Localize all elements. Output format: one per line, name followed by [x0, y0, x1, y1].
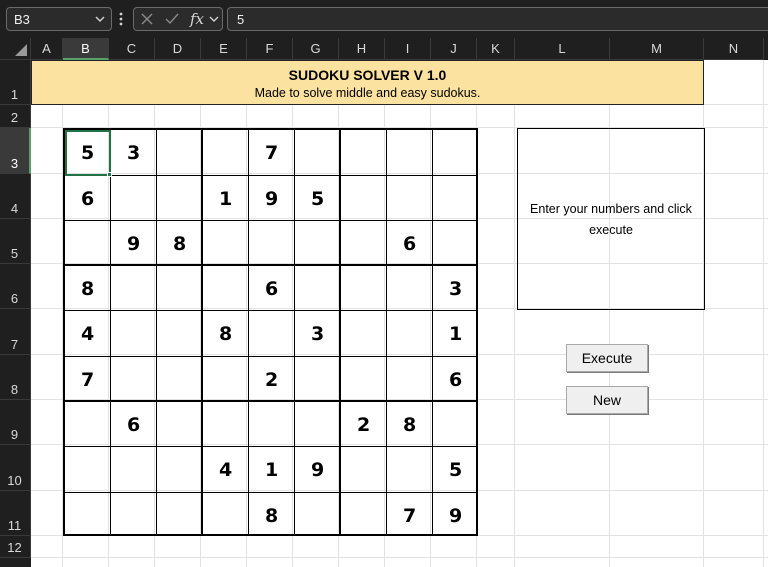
- sudoku-cell[interactable]: [249, 311, 295, 357]
- row-header-label: 12: [7, 540, 22, 555]
- sudoku-cell[interactable]: [111, 311, 157, 357]
- insert-function-icon[interactable]: fx: [190, 10, 205, 28]
- sudoku-cell[interactable]: [203, 130, 249, 176]
- sudoku-cell[interactable]: [341, 493, 387, 535]
- sudoku-cell[interactable]: [249, 402, 295, 447]
- sudoku-cell[interactable]: [341, 130, 387, 176]
- sudoku-cell[interactable]: [249, 130, 295, 176]
- sudoku-cell[interactable]: [433, 493, 476, 535]
- sudoku-cell[interactable]: [249, 493, 295, 535]
- sudoku-cell-value: 5: [81, 142, 95, 164]
- row-header-12[interactable]: [0, 536, 31, 558]
- cell-grid[interactable]: [31, 60, 768, 567]
- row-header-9[interactable]: [0, 400, 31, 445]
- sudoku-cell[interactable]: [387, 447, 433, 493]
- row-header-10[interactable]: [0, 445, 31, 491]
- sudoku-cell-value: 7: [403, 505, 417, 527]
- sudoku-cell[interactable]: [111, 266, 157, 311]
- sudoku-cell[interactable]: [203, 402, 249, 447]
- sudoku-cell[interactable]: [433, 311, 476, 357]
- sudoku-cell[interactable]: [157, 357, 203, 402]
- column-header-d[interactable]: D: [155, 38, 201, 60]
- sudoku-cell-value: 3: [127, 142, 141, 164]
- sudoku-cell-value: 8: [265, 505, 279, 527]
- sudoku-cell-value: 8: [81, 278, 95, 300]
- sudoku-board: [63, 128, 478, 536]
- sudoku-cell[interactable]: [111, 176, 157, 221]
- sudoku-cell-value: 2: [357, 414, 371, 436]
- row-header-label: 1: [10, 87, 19, 102]
- column-header-h[interactable]: H: [339, 38, 385, 60]
- execute-button[interactable]: Execute: [566, 344, 648, 372]
- sudoku-cell[interactable]: [203, 221, 249, 266]
- sudoku-cell[interactable]: [295, 266, 341, 311]
- sudoku-cell[interactable]: [157, 176, 203, 221]
- sudoku-cell[interactable]: [387, 221, 433, 266]
- sudoku-cell[interactable]: [111, 221, 157, 266]
- sudoku-cell[interactable]: [65, 493, 111, 535]
- sudoku-cell-value: 7: [265, 142, 279, 164]
- sudoku-cell[interactable]: [249, 221, 295, 266]
- sudoku-cell-value: 6: [449, 369, 463, 391]
- sudoku-cell-value: 6: [127, 414, 141, 436]
- sudoku-cell[interactable]: [387, 402, 433, 447]
- sudoku-cell[interactable]: [387, 357, 433, 402]
- chevron-down-icon[interactable]: [208, 13, 220, 25]
- sudoku-cell[interactable]: [65, 447, 111, 493]
- sudoku-cell[interactable]: [203, 311, 249, 357]
- sudoku-cell[interactable]: [387, 130, 433, 176]
- banner-subtitle: Made to solve middle and easy sudokus.: [254, 86, 481, 100]
- sudoku-cell[interactable]: [341, 357, 387, 402]
- row-header-label: 9: [10, 427, 19, 442]
- sudoku-cell-value: 9: [265, 188, 279, 210]
- instructions-box: [517, 128, 705, 310]
- banner-title: SUDOKU SOLVER V 1.0: [288, 67, 447, 83]
- sudoku-cell[interactable]: [111, 447, 157, 493]
- gridline-horizontal: [31, 557, 768, 558]
- row-header-label: 10: [7, 473, 22, 488]
- sudoku-cell[interactable]: [433, 176, 476, 221]
- sudoku-cell[interactable]: [111, 130, 157, 176]
- sudoku-cell[interactable]: [203, 447, 249, 493]
- sudoku-cell[interactable]: [203, 266, 249, 311]
- sudoku-cell-value: 4: [81, 323, 95, 345]
- sudoku-cell[interactable]: [65, 311, 111, 357]
- column-header-k[interactable]: K: [477, 38, 515, 60]
- column-header-a[interactable]: A: [31, 38, 63, 60]
- sudoku-cell[interactable]: [295, 130, 341, 176]
- row-header-label: 6: [10, 291, 19, 306]
- column-header-i[interactable]: I: [385, 38, 431, 60]
- sudoku-cell[interactable]: [157, 447, 203, 493]
- sudoku-cell[interactable]: [433, 130, 476, 176]
- row-header-label: 11: [7, 518, 22, 533]
- formula-value: 5: [237, 12, 245, 27]
- sudoku-cell[interactable]: [249, 357, 295, 402]
- sudoku-cell[interactable]: [295, 357, 341, 402]
- sudoku-cell[interactable]: [65, 357, 111, 402]
- row-header-11[interactable]: [0, 491, 31, 536]
- row-header-label: 4: [10, 201, 19, 216]
- sudoku-cell[interactable]: [295, 311, 341, 357]
- sudoku-cell[interactable]: [341, 266, 387, 311]
- sudoku-cell[interactable]: [341, 447, 387, 493]
- sudoku-cell-value: 3: [449, 278, 463, 300]
- more-options-icon[interactable]: [117, 10, 125, 28]
- sudoku-cell[interactable]: [387, 311, 433, 357]
- row-header-5[interactable]: [0, 219, 31, 264]
- sudoku-cell[interactable]: [65, 221, 111, 266]
- sudoku-cell[interactable]: [295, 176, 341, 221]
- row-header-4[interactable]: [0, 174, 31, 219]
- sudoku-cell-value: 4: [219, 459, 233, 481]
- sudoku-cell[interactable]: [295, 493, 341, 535]
- column-header-c[interactable]: C: [109, 38, 155, 60]
- sudoku-cell[interactable]: [433, 266, 476, 311]
- sudoku-cell-value: 8: [219, 323, 233, 345]
- sudoku-cell[interactable]: [203, 176, 249, 221]
- sudoku-cell-value: 1: [449, 323, 463, 345]
- sudoku-cell-value: 9: [449, 505, 463, 527]
- formula-actions: [133, 7, 223, 31]
- name-box[interactable]: [6, 7, 112, 31]
- title-banner: [31, 60, 704, 105]
- sudoku-cell-value: 9: [127, 233, 141, 255]
- sudoku-cell[interactable]: [157, 266, 203, 311]
- row-header-label: 8: [10, 382, 19, 397]
- formula-input[interactable]: [227, 7, 768, 31]
- sudoku-cell-value: 8: [173, 233, 187, 255]
- sudoku-cell-value: 8: [403, 414, 417, 436]
- sudoku-cell[interactable]: [111, 402, 157, 447]
- sudoku-cell[interactable]: [295, 221, 341, 266]
- chevron-down-icon[interactable]: [93, 12, 107, 26]
- sudoku-cell[interactable]: [65, 266, 111, 311]
- worksheet: [0, 38, 768, 567]
- sudoku-cell[interactable]: [295, 447, 341, 493]
- sudoku-cell-value: 6: [265, 278, 279, 300]
- column-header-g[interactable]: G: [293, 38, 339, 60]
- sudoku-cell[interactable]: [157, 130, 203, 176]
- column-header-e[interactable]: E: [201, 38, 247, 60]
- sudoku-cell[interactable]: [65, 130, 111, 176]
- sudoku-cell[interactable]: [65, 176, 111, 221]
- column-header-j[interactable]: J: [431, 38, 477, 60]
- sudoku-cell[interactable]: [341, 176, 387, 221]
- sudoku-cell[interactable]: [433, 447, 476, 493]
- sudoku-cell-value: 1: [219, 188, 233, 210]
- new-button[interactable]: New: [566, 386, 648, 414]
- sudoku-cell-value: 5: [311, 188, 325, 210]
- column-header-f[interactable]: F: [247, 38, 293, 60]
- sudoku-cell-value: 6: [81, 188, 95, 210]
- sudoku-cell[interactable]: [341, 402, 387, 447]
- column-header-m[interactable]: M: [610, 38, 704, 60]
- select-all-triangle-icon: [15, 44, 27, 56]
- sudoku-cell-value: 3: [311, 323, 325, 345]
- row-header-label: 2: [10, 110, 19, 125]
- sudoku-cell-value: 6: [403, 233, 417, 255]
- row-header-7[interactable]: [0, 309, 31, 355]
- sudoku-cell[interactable]: [341, 221, 387, 266]
- sudoku-cell[interactable]: [65, 402, 111, 447]
- row-header-label: 7: [10, 337, 19, 352]
- select-all-button[interactable]: [0, 38, 31, 60]
- sudoku-cell[interactable]: [203, 493, 249, 535]
- sudoku-cell[interactable]: [341, 311, 387, 357]
- enter-check-icon[interactable]: [164, 12, 180, 26]
- sudoku-cell[interactable]: [433, 221, 476, 266]
- cancel-icon[interactable]: [140, 12, 154, 26]
- sudoku-cell[interactable]: [249, 266, 295, 311]
- row-header-8[interactable]: [0, 355, 31, 400]
- sudoku-cell[interactable]: [433, 402, 476, 447]
- sudoku-cell[interactable]: [387, 176, 433, 221]
- instructions-text: Enter your numbers and click execute: [530, 202, 692, 237]
- sudoku-cell-value: 7: [81, 369, 95, 391]
- sudoku-cell[interactable]: [157, 493, 203, 535]
- sudoku-cell-value: 2: [265, 369, 279, 391]
- row-header-label: 5: [10, 246, 19, 261]
- row-header-1[interactable]: [0, 60, 31, 105]
- sudoku-cell[interactable]: [203, 357, 249, 402]
- sudoku-cell[interactable]: [157, 221, 203, 266]
- sudoku-cell[interactable]: [295, 402, 341, 447]
- sudoku-cell[interactable]: [111, 357, 157, 402]
- name-box-value: B3: [14, 12, 30, 27]
- row-header-label: 3: [10, 156, 19, 171]
- sudoku-cell[interactable]: [157, 402, 203, 447]
- sudoku-cell[interactable]: [387, 266, 433, 311]
- row-header-3[interactable]: [0, 128, 31, 174]
- row-header-2[interactable]: [0, 105, 31, 128]
- sudoku-cell[interactable]: [111, 493, 157, 535]
- sudoku-cell[interactable]: [249, 176, 295, 221]
- sudoku-cell-value: 1: [265, 459, 279, 481]
- column-header-l[interactable]: L: [515, 38, 610, 60]
- sudoku-cell[interactable]: [157, 311, 203, 357]
- sudoku-cell-value: 5: [449, 459, 463, 481]
- sudoku-cell[interactable]: [433, 357, 476, 402]
- row-header-6[interactable]: [0, 264, 31, 309]
- fill-handle[interactable]: [107, 172, 112, 177]
- column-header-b[interactable]: B: [63, 38, 109, 60]
- sudoku-cell[interactable]: [249, 447, 295, 493]
- sudoku-cell-value: 9: [311, 459, 325, 481]
- column-header-n[interactable]: N: [704, 38, 764, 60]
- formula-bar: [0, 0, 768, 38]
- sudoku-cell[interactable]: [387, 493, 433, 535]
